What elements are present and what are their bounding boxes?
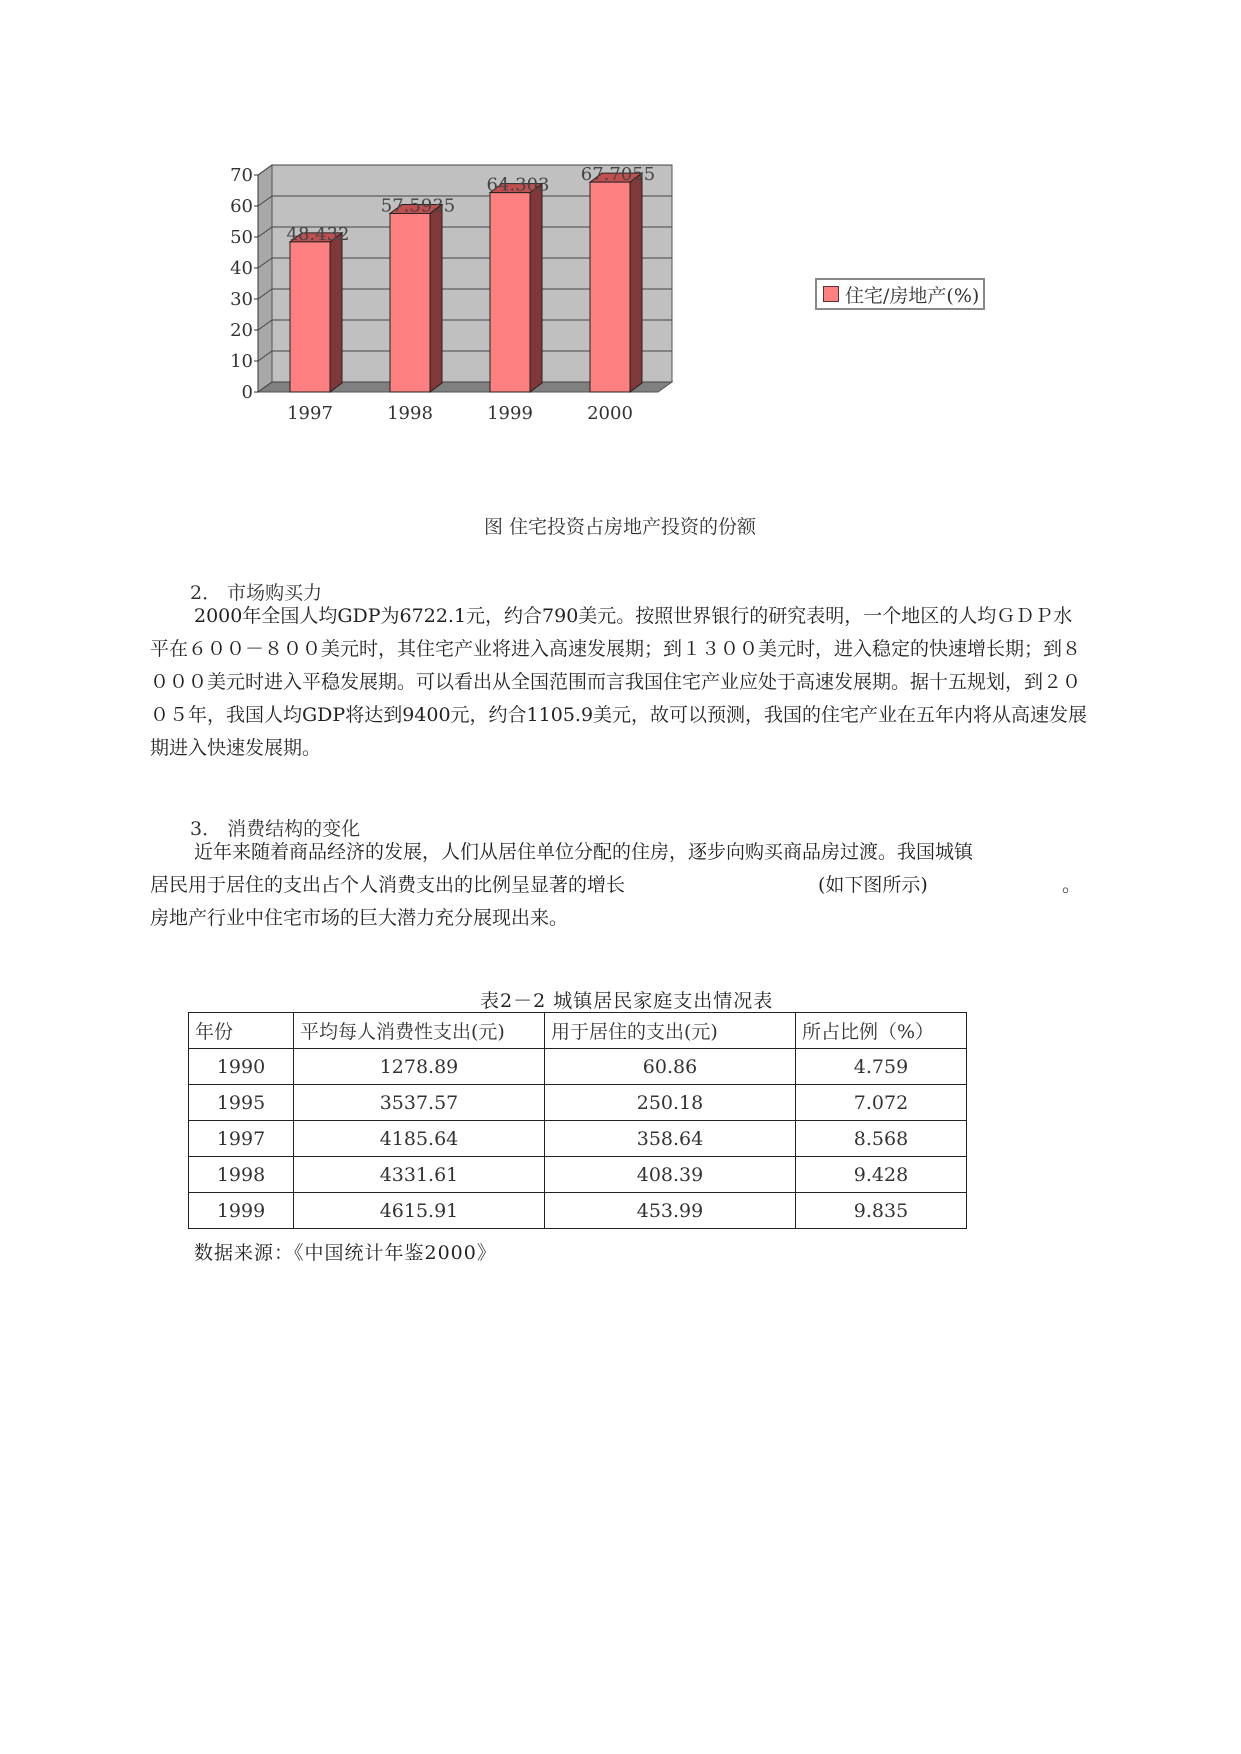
table-cell: 250.18 — [545, 1085, 796, 1121]
table-header-cell: 所占比例（%） — [796, 1013, 967, 1049]
bar-chart — [230, 160, 1010, 460]
section-3-heading: 3． 消费结构的变化 — [190, 818, 361, 840]
table-source: 数据来源：《中国统计年鉴2000》 — [194, 1242, 497, 1264]
table-cell: 9.428 — [796, 1157, 967, 1193]
section-2-paragraph: 2000年全国人均GDP为6722.1元，约合790美元。按照世界银行的研究表明，一个地区的人均ＧＤＰ水平在６００－８００美元时，其住宅产业将进入高速发展期；到１３００美元时，进入稳定的快速增长期；到８０００美元时进入平稳发展期。可以看出从全国范围而言我国住宅产业应处于高速发展期。据十五规划，到２００５年，我国人均GDP将达到9400元，约合1105.9美元，故可以预测，我国的住宅产业在五年内将从高速发展期进入快速发展期。 — [150, 605, 1088, 759]
table-row — [189, 1121, 967, 1157]
table-title: 表2－2 城镇居民家庭支出情况表 — [480, 990, 774, 1012]
table-cell: 1995 — [189, 1085, 294, 1121]
table-row — [189, 1085, 967, 1121]
section-3-line-3: 房地产行业中住宅市场的巨大潜力充分展现出来。 — [150, 907, 569, 929]
table-cell: 9.835 — [796, 1193, 967, 1229]
y-tick-label: 60 — [230, 196, 253, 217]
chart-svg — [230, 160, 790, 460]
section-3-line-2-end: 。 — [1062, 874, 1082, 896]
x-tick-label: 1997 — [287, 403, 333, 424]
table-row — [189, 1193, 967, 1229]
table-cell: 1998 — [189, 1157, 294, 1193]
table-cell: 453.99 — [545, 1193, 796, 1229]
table-cell: 4331.61 — [294, 1157, 545, 1193]
bar-side — [430, 204, 442, 392]
bar — [590, 182, 630, 392]
table-cell: 7.072 — [796, 1085, 967, 1121]
table-cell: 408.39 — [545, 1157, 796, 1193]
table-cell: 4615.91 — [294, 1193, 545, 1229]
table-cell: 4185.64 — [294, 1121, 545, 1157]
figure-caption: 图 住宅投资占房地产投资的份额 — [484, 516, 757, 538]
section-3-line-2 — [150, 869, 1090, 902]
y-tick-label: 20 — [230, 320, 253, 341]
bar-value-label: 64.303 — [486, 174, 550, 196]
y-tick-label: 40 — [230, 258, 253, 279]
bar-value-label: 57.5935 — [380, 195, 456, 217]
x-tick-label: 1999 — [487, 403, 533, 424]
table-cell: 1990 — [189, 1049, 294, 1085]
bar-side — [330, 233, 342, 392]
x-tick-label: 1998 — [387, 403, 433, 424]
section-3-line-2-note: (如下图所示) — [818, 874, 928, 896]
y-tick-label: 10 — [230, 351, 253, 372]
expenditure-table — [188, 1012, 967, 1229]
y-tick-label: 30 — [230, 289, 253, 310]
table-cell: 1997 — [189, 1121, 294, 1157]
chart-side-wall — [258, 165, 272, 392]
legend-swatch — [823, 286, 839, 302]
table-cell: 4.759 — [796, 1049, 967, 1085]
x-tick-label: 2000 — [587, 403, 633, 424]
table-cell: 60.86 — [545, 1049, 796, 1085]
y-tick-label: 50 — [230, 227, 253, 248]
chart-legend — [815, 278, 985, 310]
bar-value-label: 48.432 — [286, 223, 350, 245]
bar — [490, 193, 530, 392]
table-row — [189, 1049, 967, 1085]
section-2-heading: 2． 市场购买力 — [190, 582, 323, 604]
table-cell: 3537.57 — [294, 1085, 545, 1121]
legend-label: 住宅/房地产(%) — [845, 284, 980, 307]
table-cell: 358.64 — [545, 1121, 796, 1157]
bar — [290, 242, 330, 392]
section-3-paragraph — [150, 836, 1090, 935]
table-header-row — [189, 1013, 967, 1049]
section-3-line-2-text: 居民用于居住的支出占个人消费支出的比例呈显著的增长 — [150, 874, 626, 896]
section-3-line-1: 近年来随着商品经济的发展，人们从居住单位分配的住房，逐步向购买商品房过渡。我国城镇 — [194, 841, 974, 863]
bar-side — [530, 184, 542, 392]
table-row — [189, 1157, 967, 1193]
table-header-cell: 平均每人消费性支出(元) — [294, 1013, 545, 1049]
y-tick-label: 0 — [241, 382, 253, 403]
table-cell: 8.568 — [796, 1121, 967, 1157]
table-cell: 1999 — [189, 1193, 294, 1229]
bar-value-label: 67.7055 — [580, 164, 656, 186]
table-cell: 1278.89 — [294, 1049, 545, 1085]
y-tick-label: 70 — [230, 165, 253, 186]
table-header-cell: 年份 — [189, 1013, 294, 1049]
bar — [390, 213, 430, 392]
table-header-cell: 用于居住的支出(元) — [545, 1013, 796, 1049]
bar-side — [630, 173, 642, 392]
